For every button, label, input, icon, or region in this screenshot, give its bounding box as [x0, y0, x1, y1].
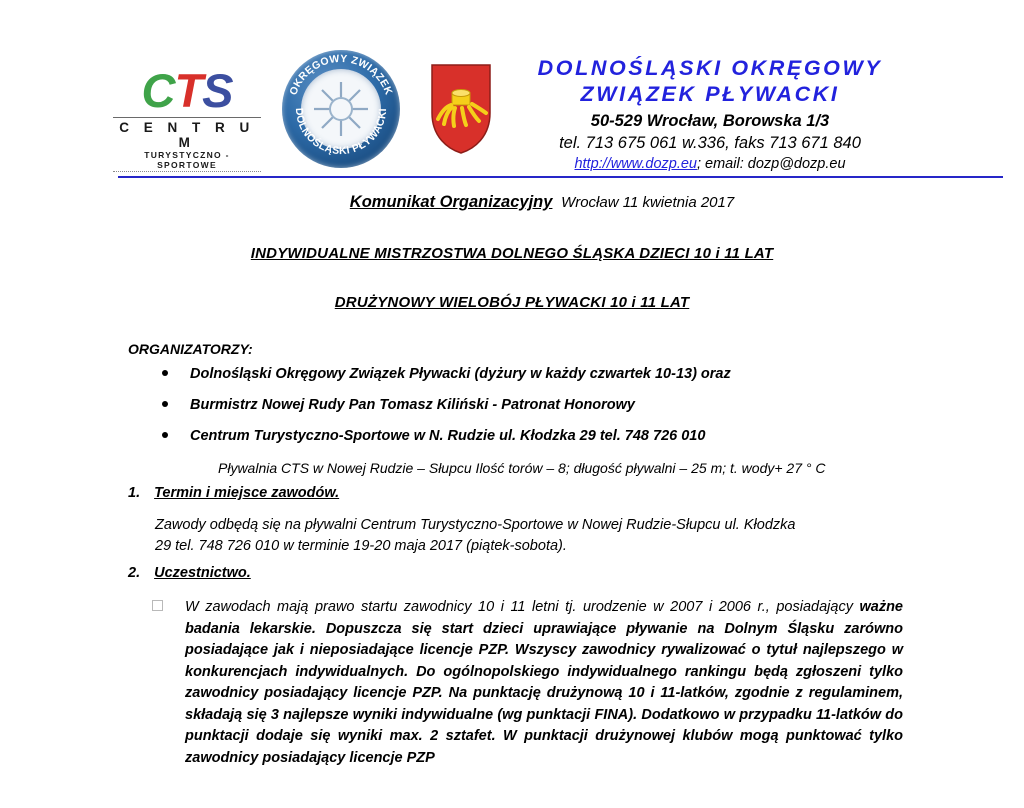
participation-item-1-rest: ważne badania lekarskie. Dopuszcza się start dzieci uprawiające pływanie na Dolnym Śląsku zarówno posiadające jak i nieposiadające licencje PZP. Wszyscy zawodnicy rywalizować o tytuł najlepszego w konkurencjach indywidualnych. Do ogólnopolskiego indywidualnego rankingu będą zgłoszeni tylko zawodnicy posiadający licencje PZP. Na punktację drużynową 10 i 11-latków, zgodnie z regulaminem, składają się 3 najlepsze wyniki indywidualne (wg punktacji FINA). Dodatkowo w przypadku 11-latków do punktacji dodaje się wyniki max. 2 sztafet. W punktacji drużynowej klubów mogą punktować tylko zawodnicy posiadający licencje PZP	[185, 599, 903, 766]
org-name-line-1: DOLNOŚLĄSKI OKRĘGOWY	[537, 56, 883, 80]
komunikat-place-date: Wrocław 11 kwietnia 2017	[561, 194, 735, 211]
dozp-ring-top-label: OKRĘGOWY ZWIĄZEK	[287, 52, 395, 97]
list-item	[190, 397, 1024, 414]
bullet-dot-icon	[162, 432, 168, 438]
org-phone: tel. 713 675 061 w.336, faks 713 671 840	[559, 134, 861, 152]
section-1-title: Termin i miejsce zawodów.	[154, 485, 340, 501]
header-divider	[118, 176, 1003, 178]
section-1-heading	[128, 483, 1024, 503]
komunikat-label: Komunikat Organizacyjny	[349, 193, 553, 211]
event-title-primary: INDYWIDUALNE MISTRZOSTWA DOLNEGO ŚLĄSKA DZIECI 10 i 11 LAT	[250, 245, 774, 262]
org-website-link[interactable]: http://www.dozp.eu	[574, 156, 697, 172]
document-header	[0, 0, 1024, 175]
org-email: dozp@dozp.eu	[747, 156, 846, 172]
section-1-paragraph	[155, 515, 855, 557]
komunikat-line	[0, 192, 1024, 213]
organizers-label: ORGANIZATORZY:	[128, 341, 253, 357]
organisation-header-text	[510, 55, 910, 174]
list-item	[190, 366, 1024, 383]
cts-logo-letters	[113, 66, 261, 116]
cts-logo-centrum: C E N T R U M	[113, 117, 261, 150]
section-2-heading	[128, 563, 1024, 583]
org-contact-line	[510, 154, 910, 174]
dozp-emblem-ring-text	[282, 50, 400, 168]
org-email-separator: ; email:	[696, 156, 748, 172]
organizers-list	[0, 366, 1024, 445]
cts-logo-subtitle: TURYSTYCZNO - SPORTOWE	[113, 150, 261, 172]
dozp-emblem-logo	[282, 50, 400, 168]
bullet-dot-icon	[162, 401, 168, 407]
section-1-line-1: Zawody odbędą się na pływalni Centrum Turystyczno-Sportowe w Nowej Rudzie-Słupcu ul. Kłodzka	[155, 517, 796, 533]
section-1-line-2: 29 tel. 748 726 010 w terminie 19-20 maja 2017 (piątek-sobota).	[155, 538, 567, 554]
participation-item-1-lead: W zawodach mają prawo startu zawodnicy 10 i 11 letni tj. urodzenie w 2007 i 2006 r., posiadający	[185, 599, 860, 615]
document-body	[0, 186, 1024, 805]
list-item	[190, 428, 1024, 445]
organizer-text: Dolnośląski Okręgowy Związek Pływacki (dyżury w każdy czwartek 10-13) oraz	[190, 366, 731, 382]
pool-details-note: Pływalnia CTS w Nowej Rudzie – Słupcu Ilość torów – 8; długość pływalni – 25 m; t. wody+ 27 ° C	[218, 460, 826, 476]
participation-item-1	[185, 597, 903, 769]
section-2-number: 2.	[128, 565, 141, 581]
cts-letter-c: C	[141, 64, 175, 117]
dozp-ring-bottom-label: DOLNOŚLĄSKI PŁYWACKI	[292, 107, 390, 158]
bullet-dot-icon	[162, 370, 168, 376]
org-address: 50-529 Wrocław, Borowska 1/3	[590, 112, 830, 130]
coat-of-arms-icon	[430, 63, 492, 155]
organizer-text: Centrum Turystyczno-Sportowe w N. Rudzie ul. Kłodzka 29 tel. 748 726 010	[190, 428, 706, 444]
organizer-text: Burmistrz Nowej Rudy Pan Tomasz Kiliński - Patronat Honorowy	[190, 397, 635, 413]
cts-letter-s: S	[202, 64, 233, 117]
section-1-number: 1.	[128, 485, 141, 501]
page-clip	[0, 768, 1024, 808]
event-title-secondary: DRUŻYNOWY WIELOBÓJ PŁYWACKI 10 i 11 LAT	[334, 294, 690, 311]
checkbox-bullet-icon	[152, 600, 163, 611]
section-2-title: Uczestnictwo.	[154, 565, 251, 581]
org-name-line-2: ZWIĄZEK PŁYWACKI	[580, 82, 840, 106]
cts-letter-t: T	[174, 64, 203, 117]
cts-logo	[113, 64, 261, 170]
